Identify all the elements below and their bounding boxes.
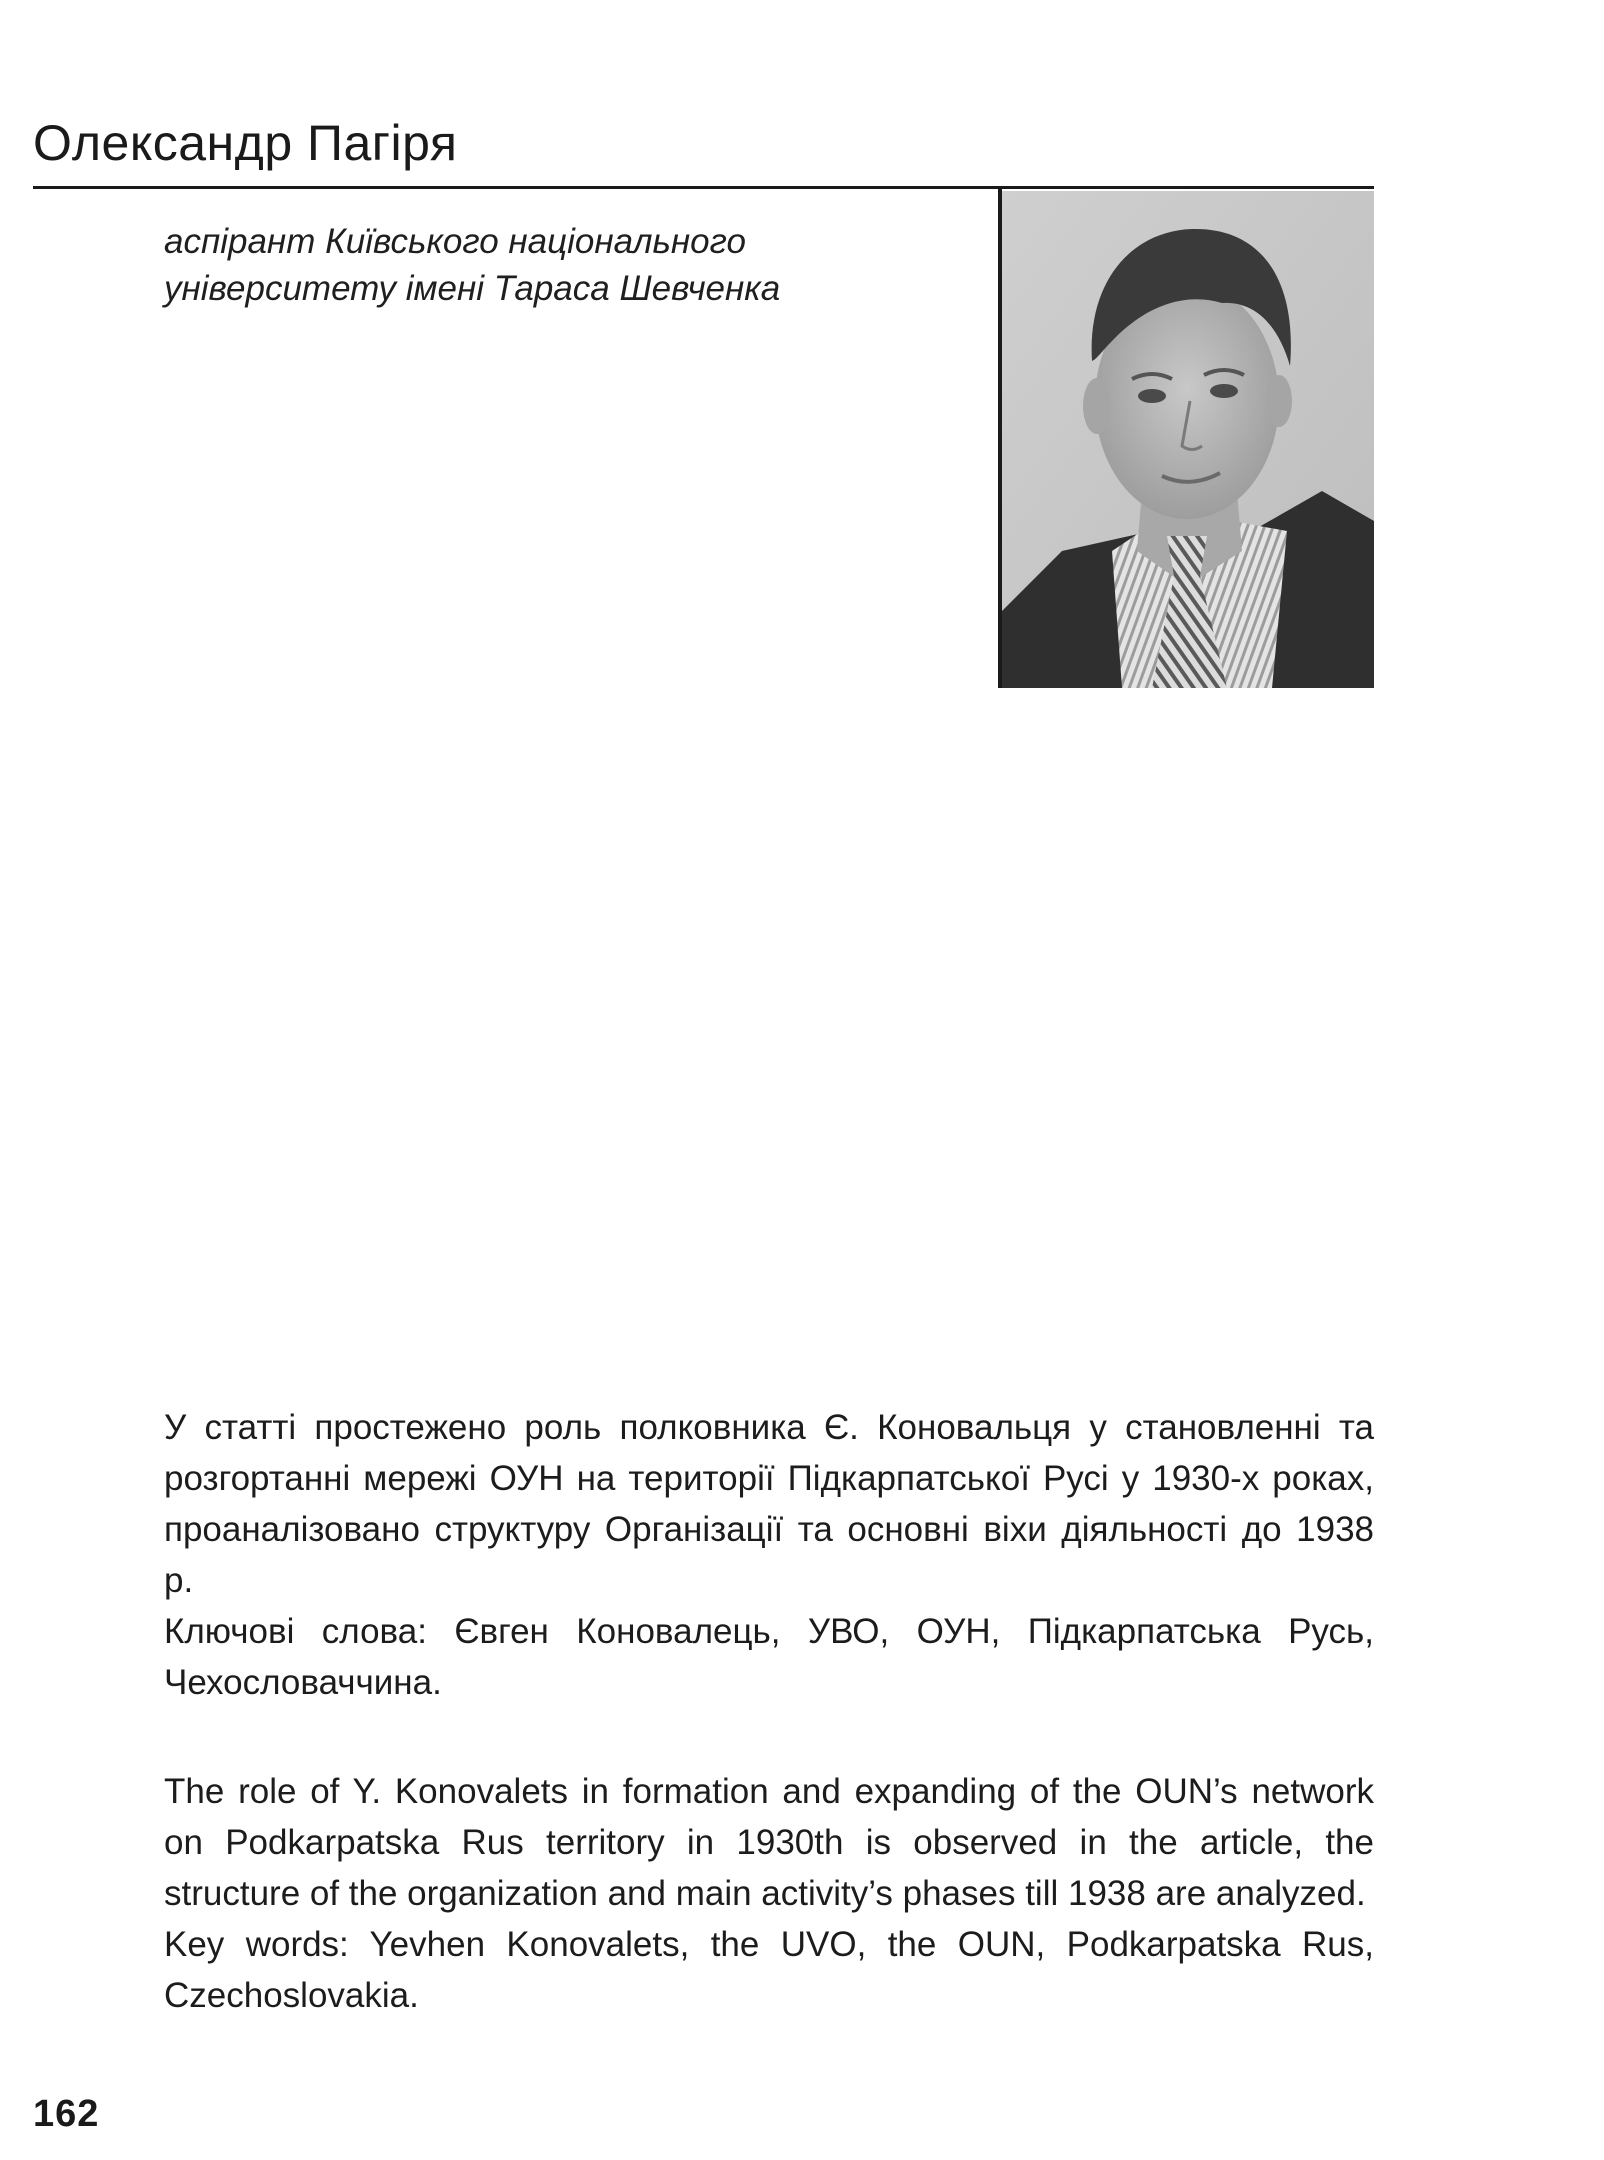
keywords: Ключові слова: Євген Коновалець, УВО, ОУН, Підкарпатська Русь, Чехословаччина. <box>164 1612 1374 1702</box>
author-photo <box>1002 191 1374 688</box>
keywords: Key words: Yevhen Konovalets, the UVO, the OUN, Podkarpatska Rus, Czechoslovakia. <box>164 1925 1374 2015</box>
abstract-text: The role of Y. Konovalets in formation and expanding of the OUN’s network on Podkarpatska Rus territory in 1930th is observed in the article, the structure of the organization and main activity’s phases till 1938 are analyzed. <box>164 1772 1374 1913</box>
abstract-english <box>164 1766 1374 2021</box>
abstract-ukrainian <box>164 1402 1374 1708</box>
author-name: Олександр Пагіря <box>33 115 458 171</box>
author-affiliation <box>164 218 780 312</box>
abstract-text: У статті простежено роль полковника Є. Коновальця у становленні та розгортанні мережі ОУН на території Підкарпатської Русі у 1930-х роках, проаналізовано структуру Організації та основні віхи діяльності до 1938 р. <box>164 1408 1374 1600</box>
author-portrait-icon <box>1002 191 1374 688</box>
page-number: 162 <box>33 2093 100 2135</box>
header-rule <box>33 186 1374 189</box>
affiliation-line: університету імені Тараса Шевченка <box>164 269 781 308</box>
affiliation-line: аспірант Київського національного <box>164 222 746 261</box>
